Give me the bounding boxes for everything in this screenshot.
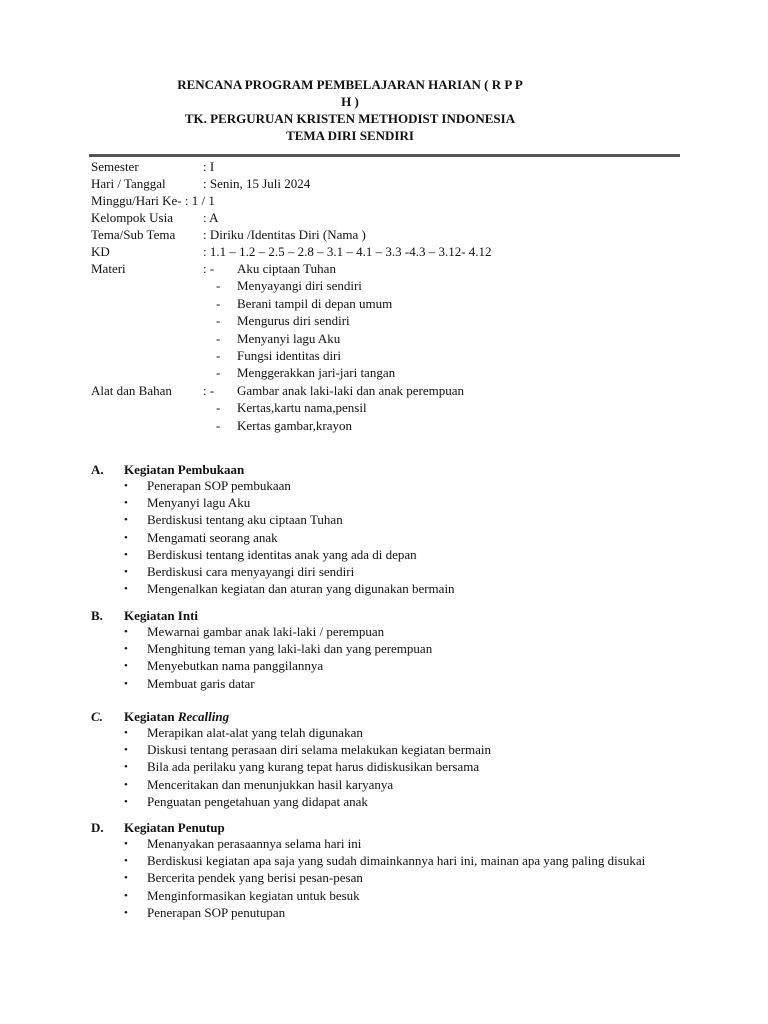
list-item-text: Penerapan SOP penutupan: [147, 904, 286, 920]
materi-item: Menyayangi diri sendiri: [237, 278, 362, 294]
bullet-icon: •: [124, 778, 128, 791]
bullet-icon: •: [124, 548, 128, 561]
bullet-icon: •: [124, 855, 128, 868]
bullet-icon: •: [124, 744, 128, 757]
list-item-text: Berdiskusi cara menyayangi diri sendiri: [147, 563, 355, 579]
section-letter: B.: [91, 608, 103, 623]
title-line-1: RENCANA PROGRAM PEMBELAJARAN HARIAN ( R P P: [177, 77, 523, 92]
list-item: [91, 889, 691, 903]
hari-label: Hari / Tanggal: [91, 176, 166, 191]
list-item-text: Berdiskusi tentang aku ciptaan Tuhan: [147, 512, 343, 528]
list-item: [91, 760, 691, 774]
list-item: [91, 625, 691, 639]
list-item: [91, 548, 691, 562]
list-item: [91, 479, 691, 493]
materi-row: [91, 312, 691, 329]
section-kegiatan-recalling: [91, 708, 691, 812]
section-heading: [91, 461, 691, 479]
list-item: [91, 743, 691, 757]
alat-row: [91, 417, 691, 434]
list-item-text: Menyebutkan nama panggilannya: [147, 658, 324, 674]
dash-mark: -: [216, 313, 221, 329]
materi-row: [91, 364, 691, 381]
section-title: Kegiatan Pembukaan: [124, 462, 245, 477]
dash-mark: -: [216, 417, 221, 433]
tema-value: : Diriku /Identitas Diri (Nama ): [203, 227, 366, 242]
alat-item: Kertas,kartu nama,pensil: [237, 400, 367, 416]
materi-row: [91, 295, 691, 312]
materi-row: [91, 347, 691, 364]
alat-row: [91, 399, 691, 416]
list-item-text: Menanyakan perasaannya selama hari ini: [147, 836, 362, 851]
section-heading: [91, 708, 691, 726]
bullet-icon: •: [124, 583, 128, 596]
materi-item: Aku ciptaan Tuhan: [237, 261, 336, 276]
list-item: [91, 726, 691, 740]
list-item-text: Bila ada perilaku yang kurang tepat harus didiskusikan bersama: [147, 759, 480, 775]
list-item-text: Menghitung teman yang laki-laki dan yang perempuan: [147, 641, 433, 657]
list-item: [91, 642, 691, 656]
section-heading: [91, 819, 691, 837]
list-item-text: Mengenalkan kegiatan dan aturan yang digunakan bermain: [147, 581, 455, 597]
list-item-text: Diskusi tentang perasaan diri selama melakukan kegiatan bermain: [147, 742, 492, 758]
materi-item: Menggerakkan jari-jari tangan: [237, 365, 396, 381]
section-title-emphasis: Recalling: [177, 709, 230, 724]
bullet-list: [91, 625, 691, 691]
alat-row: [91, 382, 691, 399]
bullet-icon: •: [124, 761, 128, 774]
section-title: Kegiatan Penutup: [124, 820, 225, 835]
bullet-icon: •: [124, 514, 128, 527]
list-item-text: Menyanyi lagu Aku: [147, 495, 251, 511]
list-item-text: Merapikan alat-alat yang telah digunakan: [147, 725, 363, 740]
list-item-text: Mengamati seorang anak: [147, 529, 278, 545]
section-kegiatan-penutup: [91, 819, 691, 923]
list-item: [91, 837, 691, 851]
list-item: [91, 659, 691, 673]
list-item: [91, 531, 691, 545]
alat-label: Alat dan Bahan: [91, 382, 172, 398]
hari-value: : Senin, 15 Juli 2024: [203, 176, 311, 191]
title-line-3: TK. PERGURUAN KRISTEN METHODIST INDONESIA: [184, 111, 516, 126]
bullet-icon: •: [124, 660, 128, 673]
list-item-text: Penguatan pengetahuan yang didapat anak: [147, 793, 368, 809]
list-item: [91, 871, 691, 885]
alat-list: [91, 382, 691, 434]
document-title: [140, 76, 560, 144]
materi-item: Fungsi identitas diri: [237, 347, 341, 363]
bullet-icon: •: [124, 838, 128, 850]
materi-item: Mengurus diri sendiri: [237, 313, 350, 329]
materi-row: [91, 260, 691, 277]
alat-item: Gambar anak laki-laki dan anak perempuan: [237, 382, 465, 398]
bullet-icon: •: [124, 497, 128, 510]
dash-mark: -: [216, 400, 221, 416]
info-row-kd: [91, 243, 691, 260]
section-letter: D.: [91, 820, 104, 835]
bullet-list: [91, 837, 691, 920]
tema-label: Tema/Sub Tema: [91, 227, 176, 242]
list-item-text: Mewarnai gambar anak laki-laki / perempuan: [147, 624, 385, 639]
info-block: [91, 158, 691, 434]
materi-item: Berani tampil di depan umum: [237, 295, 393, 311]
info-row-minggu: [91, 192, 691, 209]
section-kegiatan-inti: [91, 607, 691, 694]
alat-item: Kertas gambar,krayon: [237, 417, 352, 433]
list-item-text: Menginformasikan kegiatan untuk besuk: [147, 887, 360, 903]
info-row-kelompok: [91, 209, 691, 226]
alat-prefix: : -: [203, 382, 215, 398]
bullet-icon: •: [124, 795, 128, 808]
materi-row: [91, 277, 691, 294]
title-line-4: TEMA DIRI SENDIRI: [286, 128, 414, 143]
materi-row: [91, 330, 691, 347]
kd-value: : 1.1 – 1.2 – 2.5 – 2.8 – 3.1 – 4.1 – 3.3 -4.3 – 3.12- 4.12: [203, 244, 492, 259]
list-item-text: Berdiskusi kegiatan apa saja yang sudah dimainkannya hari ini, mainan apa yang paling disukai: [147, 853, 646, 869]
info-row-hari: [91, 175, 691, 192]
dash-mark: -: [216, 347, 221, 363]
bullet-icon: •: [124, 677, 128, 690]
bullet-list: [91, 479, 691, 596]
kelompok-value: : A: [203, 210, 219, 225]
bullet-icon: •: [124, 480, 128, 492]
section-kegiatan-pembukaan: [91, 461, 691, 599]
list-item-text: Bercerita pendek yang berisi pesan-pesan: [147, 870, 363, 886]
semester-value: : I: [203, 159, 215, 174]
section-title: Kegiatan Inti: [124, 608, 199, 623]
materi-item: Menyanyi lagu Aku: [237, 330, 341, 346]
dash-mark: -: [216, 278, 221, 294]
bullet-icon: •: [124, 531, 128, 544]
list-item: [91, 565, 691, 579]
list-item: [91, 496, 691, 510]
header-divider: [89, 154, 680, 157]
list-item-text: Berdiskusi tentang identitas anak yang ada di depan: [147, 546, 417, 562]
list-item: [91, 854, 691, 868]
dash-mark: -: [216, 365, 221, 381]
bullet-icon: •: [124, 727, 128, 739]
bullet-icon: •: [124, 889, 128, 902]
list-item: [91, 513, 691, 527]
bullet-list: [91, 726, 691, 809]
list-item: [91, 778, 691, 792]
section-letter: A.: [91, 462, 104, 477]
materi-list: [91, 260, 691, 382]
list-item-text: Penerapan SOP pembukaan: [147, 478, 291, 493]
list-item: [91, 906, 691, 920]
minggu-label: Minggu/Hari Ke- : 1 / 1: [91, 193, 215, 208]
bullet-icon: •: [124, 626, 128, 638]
section-letter: C.: [91, 709, 103, 724]
bullet-icon: •: [124, 565, 128, 578]
kelompok-label: Kelompok Usia: [91, 210, 173, 225]
bullet-icon: •: [124, 872, 128, 885]
list-item: [91, 582, 691, 596]
title-line-2: H ): [341, 94, 359, 109]
info-row-tema: [91, 226, 691, 243]
materi-prefix: : -: [203, 261, 215, 276]
list-item-text: Menceritakan dan menunjukkan hasil karyanya: [147, 776, 394, 792]
kd-label: KD: [91, 244, 110, 259]
dash-mark: -: [216, 295, 221, 311]
semester-label: Semester: [91, 159, 139, 174]
list-item-text: Membuat garis datar: [147, 675, 255, 691]
dash-mark: -: [216, 330, 221, 346]
list-item: [91, 795, 691, 809]
section-title: [124, 708, 229, 726]
info-row-semester: [91, 158, 691, 175]
bullet-icon: •: [124, 906, 128, 919]
section-heading: [91, 607, 691, 625]
section-title-main: Kegiatan: [124, 709, 175, 724]
bullet-icon: •: [124, 643, 128, 656]
list-item: [91, 677, 691, 691]
materi-label: Materi: [91, 261, 126, 276]
